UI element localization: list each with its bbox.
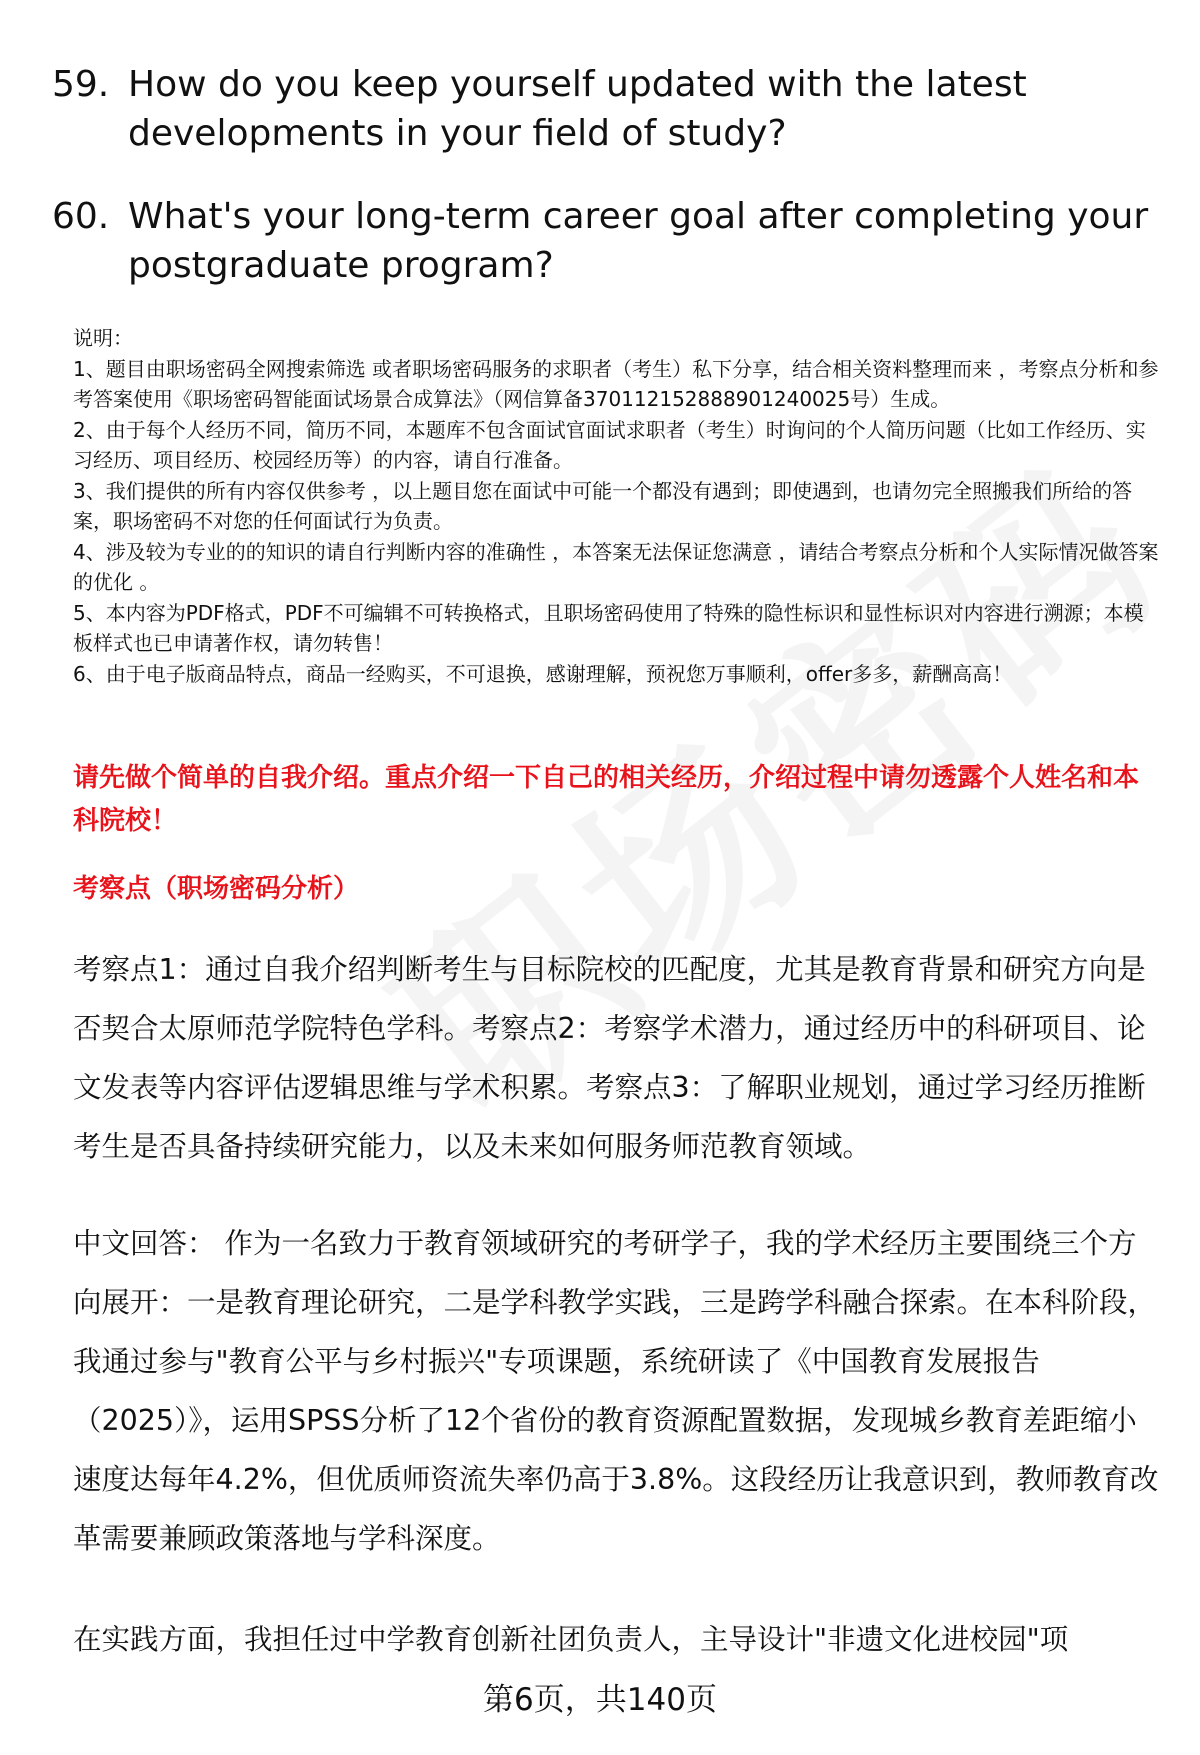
note-item: 2、由于每个人经历不同，简历不同，本题库不包含面试官面试求职者（考生）时询问的个人简历问题（比如工作经历、实习经历、项目经历、校园经历等）的内容，请自行准备。 [73, 417, 1146, 472]
note-item: 1、题目由职场密码全网搜索筛选 或者职场密码服务的求职者（考生）私下分享，结合相关资料整理而来 ，考察点分析和参考答案使用《职场密码智能面试场景合成算法》（网信算备370112152888901240025号）生成。 [73, 356, 1159, 411]
practice-paragraph: 在实践方面，我担任过中学教育创新社团负责人，主导设计"非遗文化进校园"项 [73, 1623, 1069, 1656]
question-text: How do you keep yourself updated with the latest developments in your field of study? [128, 64, 1027, 154]
notes-title: 说明： [73, 326, 133, 350]
analysis-heading: 考察点（职场密码分析） [73, 874, 360, 904]
page-number-footer: 第6页，共140页 [483, 1682, 717, 1718]
question-60 [52, 192, 1152, 290]
question-number: 59. [52, 64, 110, 105]
question-59 [52, 60, 1152, 158]
answer-paragraph: 中文回答： 作为一名致力于教育领域研究的考研学子，我的学术经历主要围绕三个方向展开：一是教育理论研究，二是学科教学实践，三是跨学科融合探索。在本科阶段，我通过参与"教育公平与乡村振兴"专项课题，系统研读了《中国教育发展报告（2025）》，运用SPSS分析了12个省份的教育资源配置数据，发现城乡教育差距缩小速度达每年4.2%，但优质师资流失率仍高于3.8%。这段经历让我意识到，教师教育改革需要兼顾政策落地与学科深度。 [73, 1227, 1159, 1555]
note-item: 3、我们提供的所有内容仅供参考 ，以上题目您在面试中可能一个都没有遇到；即使遇到，也请勿完全照搬我们所给的答案，职场密码不对您的任何面试行为负责。 [73, 478, 1133, 533]
note-item: 4、涉及较为专业的的知识的请自行判断内容的准确性 ，本答案无法保证您满意 ，请结合考察点分析和个人实际情况做答案的优化 。 [73, 539, 1159, 594]
note-item: 5、本内容为PDF格式，PDF不可编辑不可转换格式，且职场密码使用了特殊的隐性标识和显性标识对内容进行溯源；本模板样式也已申请著作权，请勿转售！ [73, 600, 1144, 655]
notes-section [73, 323, 1163, 689]
question-number: 60. [52, 196, 110, 237]
note-item: 6、由于电子版商品特点，商品一经购买，不可退换，感谢理解，预祝您万事顺利，offer多多，薪酬高高！ [73, 661, 1013, 686]
interview-question-heading: 请先做个简单的自我介绍。重点介绍一下自己的相关经历，介绍过程中请勿透露个人姓名和本科院校！ [73, 763, 1140, 836]
analysis-paragraph: 考察点1：通过自我介绍判断考生与目标院校的匹配度，尤其是教育背景和研究方向是否契合太原师范学院特色学科。考察点2：考察学术潜力，通过经历中的科研项目、论文发表等内容评估逻辑思维与学术积累。考察点3：了解职业规划，通过学习经历推断考生是否具备持续研究能力，以及未来如何服务师范教育领域。 [73, 953, 1146, 1163]
question-text: What's your long-term career goal after completing your postgraduate program? [128, 196, 1149, 286]
